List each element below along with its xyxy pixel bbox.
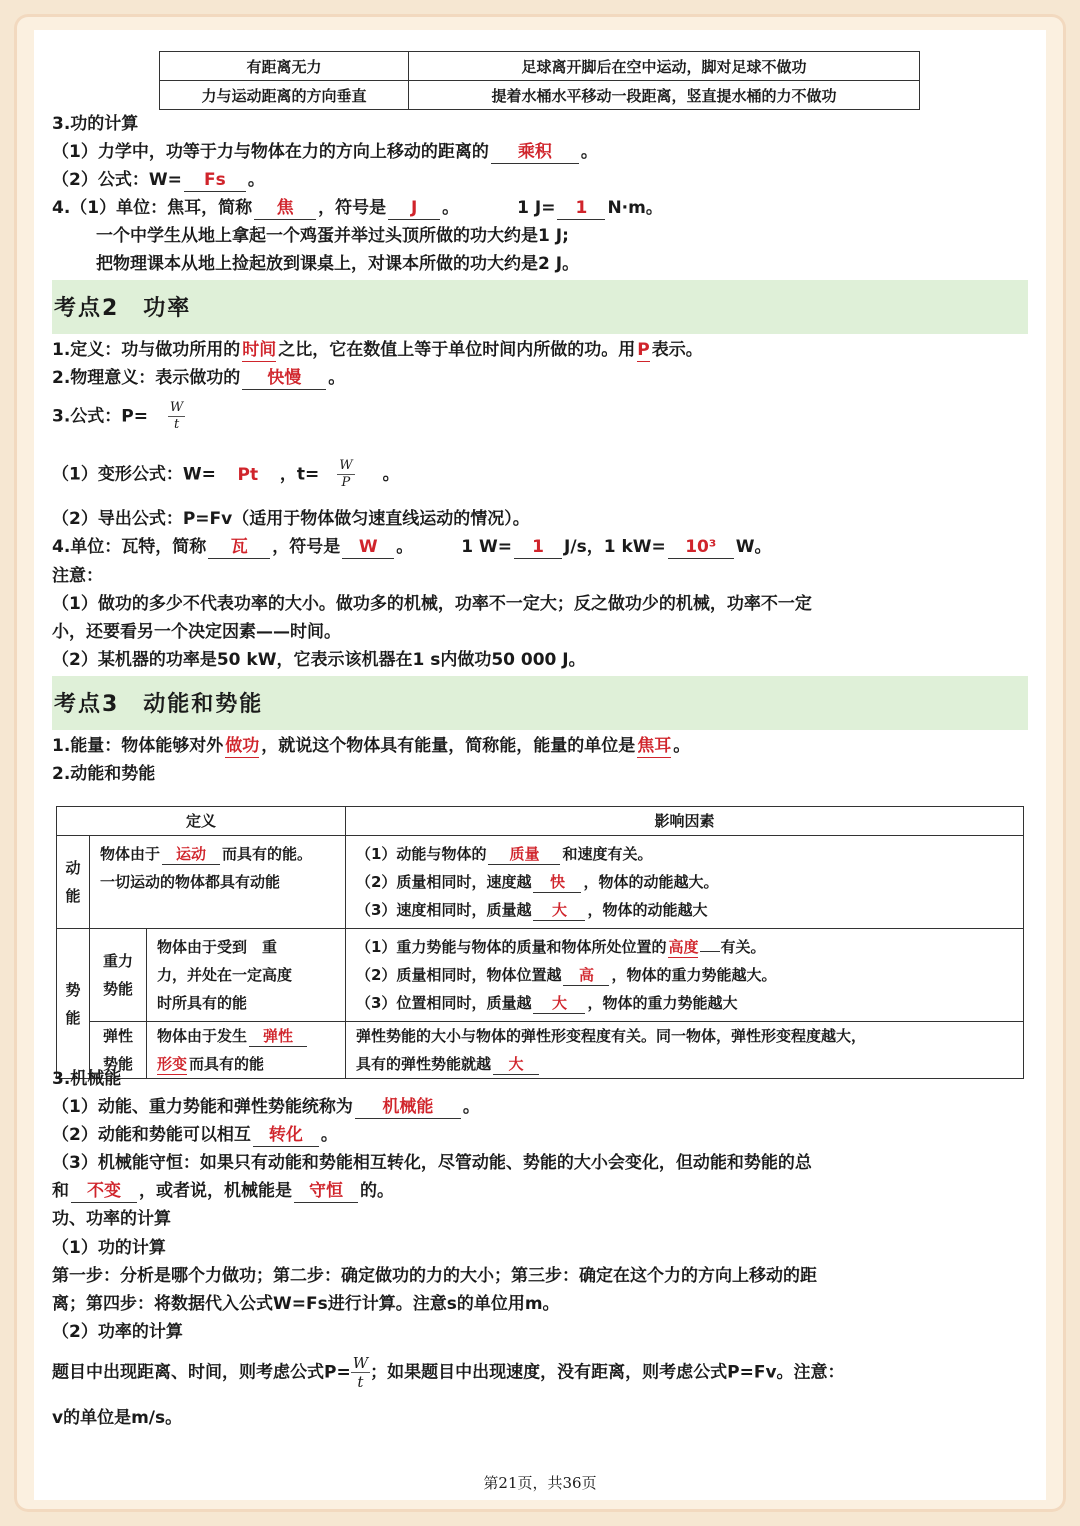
answer-blank: 1: [514, 536, 562, 559]
cell-line: [157, 1050, 335, 1078]
answer-blank: 守恒: [294, 1180, 358, 1203]
text: 和: [52, 1181, 69, 1201]
cell-line: 时所具有的能: [157, 994, 248, 1012]
text: 有关。: [720, 938, 766, 956]
text: （1）力学中，功等于力与物体在力的方向上移动的距离的: [52, 142, 489, 162]
text: ，符号是: [272, 537, 341, 557]
cell-line: 一切运动的物体都具有动能: [100, 873, 281, 891]
text: （1）动能与物体的: [356, 845, 487, 863]
text-line: [52, 364, 345, 392]
text-line: [52, 533, 772, 561]
text: 。: [462, 1097, 480, 1117]
text-line: [52, 1177, 394, 1205]
table-cell: [346, 929, 1024, 1022]
text: 4.（1）单位：焦耳，简称: [52, 198, 253, 218]
denominator: t: [357, 1373, 364, 1391]
text: 2.物理意义：表示做功的: [52, 368, 241, 388]
section-title: 考点2 功率: [54, 296, 192, 321]
work-conditions-table: [159, 51, 920, 110]
answer-blank: 大: [533, 993, 585, 1014]
row-label-pe: 势能: [57, 929, 90, 1079]
text: ，物体的重力势能越大。: [611, 966, 777, 984]
answer-blank: 机械能: [355, 1096, 461, 1119]
text: 。: [673, 736, 691, 756]
table-cell: [346, 836, 1024, 929]
text-line: v的单位是m/s。: [52, 1408, 183, 1428]
answer-blank: 1: [557, 197, 605, 220]
table-cell: 提着水桶水平移动一段距离，竖直提水桶的力不做功: [409, 81, 920, 110]
heading-calc: 功、功率的计算: [52, 1209, 171, 1229]
text: （2）公式：W=: [52, 170, 182, 190]
text: 1 W=: [461, 537, 513, 557]
text: 物体由于: [100, 845, 161, 863]
answer-blank: 运动: [162, 844, 220, 865]
answer-inline: P: [637, 340, 650, 360]
text: 而具有的能: [189, 1055, 265, 1073]
text: 和速度有关。: [562, 845, 653, 863]
answer-blank: 高: [563, 965, 609, 986]
answer-inline: 焦耳: [637, 736, 672, 756]
text: 。: [247, 170, 265, 190]
section-band-energy: [52, 676, 1028, 730]
text-line: [52, 166, 265, 194]
text-line: 第一步：分析是哪个力做功；第二步：确定做功的力的大小；第三步：确定在这个力的方向上移动的距: [52, 1266, 817, 1286]
text: W。: [735, 537, 772, 557]
text: （1）动能、重力势能和弹性势能统称为: [52, 1097, 353, 1117]
answer-inline: 时间: [242, 340, 277, 360]
cell-line: [356, 1050, 1013, 1078]
text: 具有的弹性势能就越: [356, 1055, 492, 1073]
table-cell: 有距离无力: [160, 52, 409, 81]
note-label: 注意：: [52, 566, 103, 586]
row-label-epe: 弹性势能: [90, 1022, 147, 1079]
cell-line: [356, 840, 1013, 868]
text: N·m。: [607, 198, 663, 218]
text-line: [52, 336, 703, 364]
text: 1.定义：功与做功所用的: [52, 340, 241, 360]
answer-blank: W: [342, 536, 394, 559]
row-label-gpe: 重力势能: [90, 929, 147, 1022]
text: ，符号是: [318, 198, 387, 218]
page-number: 第21页，共36页: [483, 1474, 597, 1492]
text: （3）速度相同时，质量越: [356, 901, 532, 919]
text-line: [52, 194, 663, 222]
text-line: 把物理课本从地上捡起放到课桌上，对课本所做的功大约是2 J。: [96, 254, 580, 274]
table-cell: 力与运动距离的方向垂直: [160, 81, 409, 110]
text-line: 2.动能和势能: [52, 764, 156, 784]
cell-line: [100, 840, 335, 868]
cell-line: [356, 868, 1013, 896]
cell-line: [356, 933, 1013, 961]
table-cell: [90, 836, 346, 929]
table-cell: [147, 929, 346, 1022]
answer-blank: 快: [533, 872, 581, 893]
text: ，或者说，机械能是: [139, 1181, 292, 1201]
text-line: [52, 1354, 845, 1391]
text-line: 离；第四步：将数据代入公式W=Fs进行计算。注意s的单位用m。: [52, 1294, 560, 1314]
text-line: [52, 1121, 338, 1149]
text: J/s，1 kW=: [564, 537, 666, 557]
answer-blank: Fs: [184, 169, 246, 192]
heading-mechanical: 3.机械能: [52, 1069, 122, 1089]
text: 物体由于发生: [157, 1027, 248, 1045]
text-line: （2）某机器的功率是50 kW，它表示该机器在1 s内做功50 000 J。: [52, 650, 586, 670]
answer-blank: 10³: [668, 536, 734, 559]
answer-blank: 瓦: [208, 536, 270, 559]
text: （3）位置相同时，质量越: [356, 994, 532, 1012]
answer-inline: 形变: [157, 1055, 188, 1073]
text-line: （3）机械能守恒：如果只有动能和势能相互转化，尽管动能、势能的大小会变化，但动能和势能的总: [52, 1153, 812, 1173]
text: 1 J=: [517, 198, 556, 218]
cell-line: [356, 896, 1013, 924]
text: ；如果题目中出现速度，没有距离，则考虑公式P=Fv。注意：: [370, 1362, 845, 1383]
text-line: 一个中学生从地上拿起一个鸡蛋并举过头顶所做的功大约是1 J;: [96, 226, 569, 246]
text: 。: [320, 1125, 338, 1145]
numerator: W: [169, 400, 184, 415]
answer-inline: 高度: [668, 938, 699, 956]
numerator: W: [352, 1354, 369, 1372]
text: 表示。: [651, 340, 703, 360]
text: 的。: [360, 1181, 394, 1201]
text: ，物体的动能越大: [587, 901, 708, 919]
table-cell: 足球离开脚后在空中运动，脚对足球不做功: [409, 52, 920, 81]
text-line: （2）导出公式：P=Fv（适用于物体做匀速直线运动的情况）。: [52, 509, 530, 529]
fraction: [168, 400, 185, 433]
table-header: 定义: [57, 807, 346, 836]
text: 。: [396, 537, 414, 557]
denominator: P: [341, 475, 351, 490]
answer-blank: 不变: [71, 1180, 137, 1203]
text: ，物体的动能越大。: [583, 873, 719, 891]
row-label-ke: 动能: [57, 836, 90, 929]
text: （2）质量相同时，速度越: [356, 873, 532, 891]
text: 。: [580, 142, 598, 162]
text: 1.能量：物体能够对外: [52, 736, 224, 756]
cell-line: 弹性势能的大小与物体的弹性形变程度有关。同一物体，弹性形变程度越大，: [356, 1027, 867, 1045]
text: 。: [382, 464, 400, 485]
answer-blank: Pt: [237, 464, 259, 485]
text: （2）动能和势能可以相互: [52, 1125, 251, 1145]
cell-line: [356, 961, 1013, 989]
formula-line: [52, 400, 185, 433]
text: 3.公式：P=: [52, 406, 148, 427]
text-line: 小，还要看另一个决定因素——时间。: [52, 622, 341, 642]
text-line: （1）做功的多少不代表功率的大小。做功多的机械，功率不一定大；反之做功少的机械，功率不一定: [52, 594, 812, 614]
section-band-power: [52, 280, 1028, 334]
text: 。: [328, 368, 346, 388]
answer-blank: J: [388, 197, 440, 220]
fraction: [337, 458, 354, 491]
numerator: W: [339, 458, 353, 473]
text: 之比，它在数值上等于单位时间内所做的功。用: [278, 340, 636, 360]
energy-table: [56, 806, 1024, 1079]
cell-line: [356, 989, 1013, 1017]
text: 而具有的能。: [222, 845, 313, 863]
answer-blank: 焦: [254, 197, 316, 220]
text: 4.单位：瓦特，简称: [52, 537, 207, 557]
text: ，t=: [279, 464, 320, 485]
text: （1）重力势能与物体的质量和物体所处位置的: [356, 938, 667, 956]
text: 。: [442, 198, 460, 218]
text: （2）质量相同时，物体位置越: [356, 966, 562, 984]
answer-blank: 质量: [488, 844, 560, 865]
table-cell: [147, 1022, 346, 1079]
fraction: [351, 1354, 370, 1391]
text: ，就说这个物体具有能量，简称能，能量的单位是: [261, 736, 636, 756]
section-title: 考点3 动能和势能: [54, 692, 264, 717]
text-line: [52, 458, 400, 491]
answer-blank: 大: [533, 900, 585, 921]
answer-blank: 大: [493, 1054, 539, 1075]
cell-line: 力，并处在一定高度: [157, 966, 293, 984]
heading-work-calc: 3.功的计算: [52, 114, 139, 134]
subheading: （2）功率的计算: [52, 1322, 183, 1342]
table-cell: [346, 1022, 1024, 1079]
answer-blank: 快慢: [242, 367, 326, 390]
text-line: [52, 138, 598, 166]
text: （1）变形公式：W=: [52, 464, 216, 485]
text: ，物体的重力势能越大: [587, 994, 738, 1012]
cell-line: [157, 1022, 335, 1050]
answer-blank: 乘积: [491, 141, 579, 164]
table-header: 影响因素: [346, 807, 1024, 836]
text: 题目中出现距离、时间，则考虑公式P=: [52, 1362, 351, 1383]
text-line: [52, 1093, 480, 1121]
answer-inline: 做功: [225, 736, 260, 756]
text-line: [52, 732, 690, 760]
answer-blank: 转化: [253, 1124, 319, 1147]
cell-line: 物体由于受到 重: [157, 938, 278, 956]
denominator: t: [173, 417, 180, 432]
answer-blank: 弹性: [249, 1026, 307, 1047]
subheading: （1）功的计算: [52, 1238, 166, 1258]
